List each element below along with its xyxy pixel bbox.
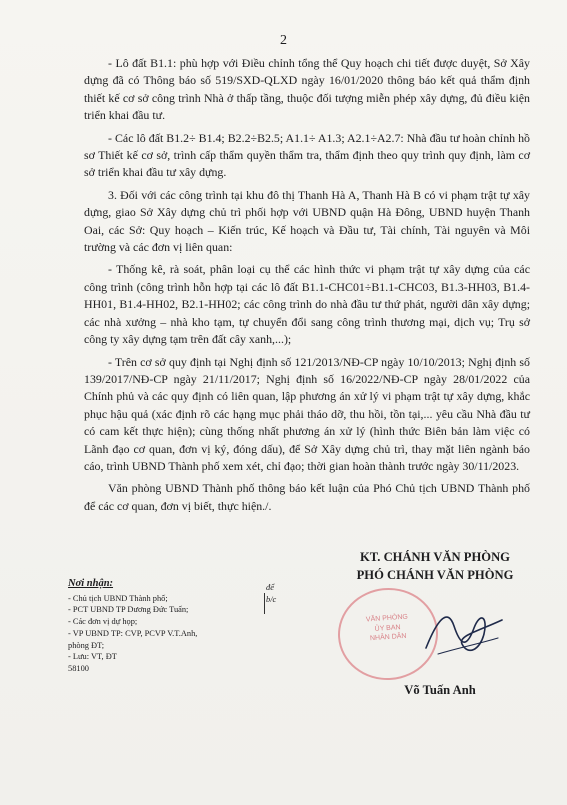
brace — [258, 593, 265, 614]
signer-name: Võ Tuấn Anh — [404, 683, 476, 697]
recipient-item: - Các đơn vị dự họp; — [68, 617, 138, 627]
paragraph: - Lô đất B1.1: phù hợp với Điều chỉnh tổng thể Quy hoạch chi tiết được duyệt, Sở Xây dựng đã có Thông báo số 519/SXD-QLXD ngày 16/01/2020 thông báo kết quả thẩm định thiết kế cơ sở công trình Nhà ở thấp tầng, thuộc đối tượng miễn phép xây dựng, đủ điều kiện triển khai đầu tư. — [84, 56, 530, 123]
document-body — [84, 55, 530, 520]
signature-title-block — [330, 548, 540, 584]
recipient-item: phòng ĐT; — [68, 640, 105, 650]
recipients-block — [68, 578, 277, 675]
paragraph: Văn phòng UBND Thành phố thông báo kết luận của Phó Chủ tịch UBND Thành phố để các cơ quan, đơn vị biết, thực hiện./. — [84, 481, 530, 513]
recipient-item: - Chủ tịch UBND Thành phố; — [68, 593, 168, 603]
paragraph: - Thống kê, rà soát, phân loại cụ thể các hình thức vi phạm trật tự xây dựng của các công trình (công trình hỗn hợp tại các lô đất B1.1-CHC01÷B1.1-CHC03, B1.3-HH03, B1.4-HH01, B1.4-HH02, B2.1-HH02; các công trình do nhà đầu tư thứ phát, người dân xây dựng; các nhà xưởng – nhà kho tạm, tự chuyển đổi sang công trình thương mại, dịch vụ; Trụ sở công ty xây dựng tạm trên đất cây xanh,...); — [84, 262, 530, 347]
signature-line2: PHÓ CHÁNH VĂN PHÒNG — [356, 568, 514, 582]
recipient-item: 58100 — [68, 663, 89, 673]
stamp-line: NHÂN DÂN — [369, 632, 407, 643]
recipients-note: để b/c — [266, 583, 277, 604]
signature-line1: KT. CHÁNH VĂN PHÒNG — [360, 550, 510, 564]
handwritten-signature — [418, 598, 508, 668]
paragraph: - Trên cơ sở quy định tại Nghị định số 121/2013/NĐ-CP ngày 10/10/2013; Nghị định số 139/2017/NĐ-CP ngày 21/11/2017; Nghị định số 16/2022/NĐ-CP ngày 28/01/2022 của Chính phủ và các quy định có liên quan, lập phương án xử lý vi phạm trật tự xây dựng, khắc phục hậu quả (xác định rõ các hạng mục phải tháo dỡ, thu hồi, tồn tại,... yêu cầu Nhà đầu tư có cam kết thực hiện); cùng thống nhất phương án xử lý (hình thức Biên bản làm việc có Lãnh đạo cơ quan, đơn vị ký, đóng dấu), để Sở Xây dựng chủ trì, thay mặt liên ngành báo cáo, trình UBND Thành phố xem xét, chỉ đạo; thời gian hoàn thành trước ngày 30/11/2023. — [84, 354, 530, 473]
recipient-item: - Lưu: VT, ĐT — [68, 652, 117, 662]
paragraph: - Các lô đất B1.2÷ B1.4; B2.2÷B2.5; A1.1÷ A1.3; A2.1÷A2.7: Nhà đầu tư hoàn chỉnh hồ sơ Thiết kế cơ sở, trình cấp thẩm quyền thẩm tra, thẩm định theo quy trình quy định, làm cơ sở triển khai đầu tư xây dựng. — [84, 130, 530, 180]
recipient-item: - PCT UBND TP Dương Đức Tuấn; — [68, 605, 189, 615]
stamp-line: ỦY BAN — [374, 623, 401, 633]
recipients-title: Nơi nhận: — [68, 578, 114, 589]
paragraph: 3. Đối với các công trình tại khu đô thị Thanh Hà A, Thanh Hà B có vi phạm trật tự xây dựng, giao Sở Xây dựng chủ trì phối hợp với UBND quận Hà Đông, UBND huyện Thanh Oai, các Sở: Quy hoạch – Kiến trúc, Kế hoạch và Đầu tư, Tài chính, Tài nguyên và Môi trường và các đơn vị liên quan: — [84, 187, 530, 255]
page-number: 2 — [280, 33, 287, 48]
stamp-line: VĂN PHÒNG — [365, 613, 409, 624]
recipient-item: - VP UBND TP: CVP, PCVP V.T.Anh, — [68, 628, 198, 638]
